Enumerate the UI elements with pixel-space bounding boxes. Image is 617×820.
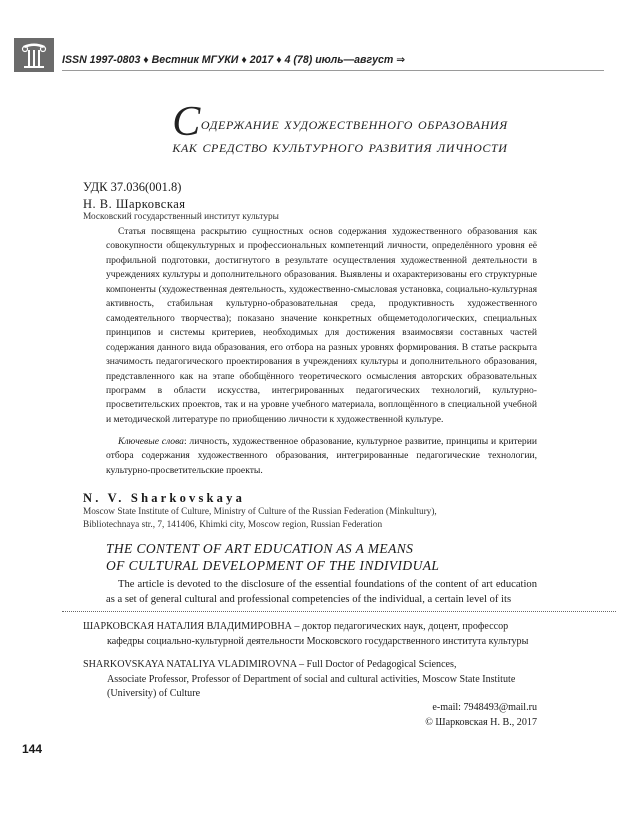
journal-info-line: ISSN 1997-0803 ♦ Вестник МГУКИ ♦ 2017 ♦ 4 (78) июль—август ⇒ [62, 54, 406, 66]
page-number: 144 [22, 742, 43, 756]
bio-en-line-2: Associate Professor, Professor of Department of social and cultural activities, Moscow State Institute (University) of Culture [107, 673, 516, 699]
header-divider [62, 70, 604, 71]
journal-logo-icon [14, 38, 54, 72]
abstract-en: The article is devoted to the disclosure of the essential foundations of the content of art education as a set of general cultural and professional competencies of the individual, a certain level of its [106, 579, 537, 605]
keywords-ru [106, 435, 537, 478]
copyright-notice: © Шарковская Н. В., 2017 [425, 716, 537, 728]
title-line-2: как средство культурного развития личности [172, 136, 508, 156]
author-contact [425, 701, 537, 730]
article-title-en [106, 540, 546, 574]
keywords-text: : личность, художественное образование, культурное развитие, принципы и критерии отбора содержания художественного образования, интегрированные педагогические технологии, культурно-просветительские проекты. [106, 436, 537, 476]
institution-ru: Московский государственный институт культуры [83, 212, 279, 222]
title-en-line-2: OF CULTURAL DEVELOPMENT OF THE INDIVIDUAL [106, 558, 440, 573]
author-bio-en [83, 658, 541, 702]
udk-code: УДК 37.036(001.8) [83, 180, 182, 194]
bio-ru-line-1: ШАРКОВСКАЯ НАТАЛИЯ ВЛАДИМИРОВНА – доктор педагогических наук, доцент, профессор [83, 621, 509, 632]
dotted-divider [62, 611, 616, 612]
author-bio-ru [83, 620, 541, 649]
title-line-1 [100, 99, 580, 145]
author-name-ru: Н. В. Шарковская [83, 197, 186, 211]
title-en-line-1: THE CONTENT OF ART EDUCATION AS A MEANS [106, 541, 414, 556]
journal-header [14, 38, 604, 72]
abstract-ru-text: Статья посвящена раскрытию сущностных основ содержания художественного образования как совокупности общекультурных и профессиональных компетенций личности, определённого уровня её профильной подготовки, достигнутого в результате осуществления художественной деятельности в учреждениях культуры и дополнительного образования. Выявлены и охарактеризованы его структурные компоненты (художественная деятельность, художественно-смысловая установка, социально-культурная активность, стабильная культурно-образовательная среда, продуктивность художественного самодеятельного творчества); показано значение конкретных общеметодологических, специальных принципов и системы критериев, необходимых для достижения взаимосвязи составных частей содержания данного вида образования, его отбора на разных уровнях формирования. В статье раскрыта значимость педагогического проектирования в учреждениях культуры и дополнительного образования, представленного как на этапе обобщённого теоретического осмысления авторских образовательных программ в области искусства, интегрированных педагогических технологий, культурно-просветительских проектов, так и на уровне учебного материала, воплощённого в специальной учебной и методической литературе по приобщению личности к художественной культуре. [106, 226, 537, 425]
keywords-label: Ключевые слова [118, 436, 184, 447]
abstract-ru [106, 225, 537, 427]
author-email[interactable]: e-mail: 7948493@mail.ru [432, 702, 537, 713]
bio-en-line-1: SHARKOVSKAYA NATALIYA VLADIMIROVNA – Full Doctor of Pedagogical Sciences, [83, 659, 457, 670]
author-name-en: N. V. Sharkovskaya [83, 491, 246, 505]
title-initial: С [172, 99, 201, 145]
title-line-1-rest: одержание художественного образования [200, 113, 508, 133]
article-title-ru [100, 99, 580, 158]
bio-ru-line-2: кафедры социально-культурной деятельности Московского государственного института культуры [107, 635, 529, 647]
institution-en: Moscow State Institute of Culture, Ministry of Culture of the Russian Federation (Minkultury), Bibliotechnaya str., 7, 141406, Khimki city, Moscow region, Russian Federation [83, 507, 437, 530]
